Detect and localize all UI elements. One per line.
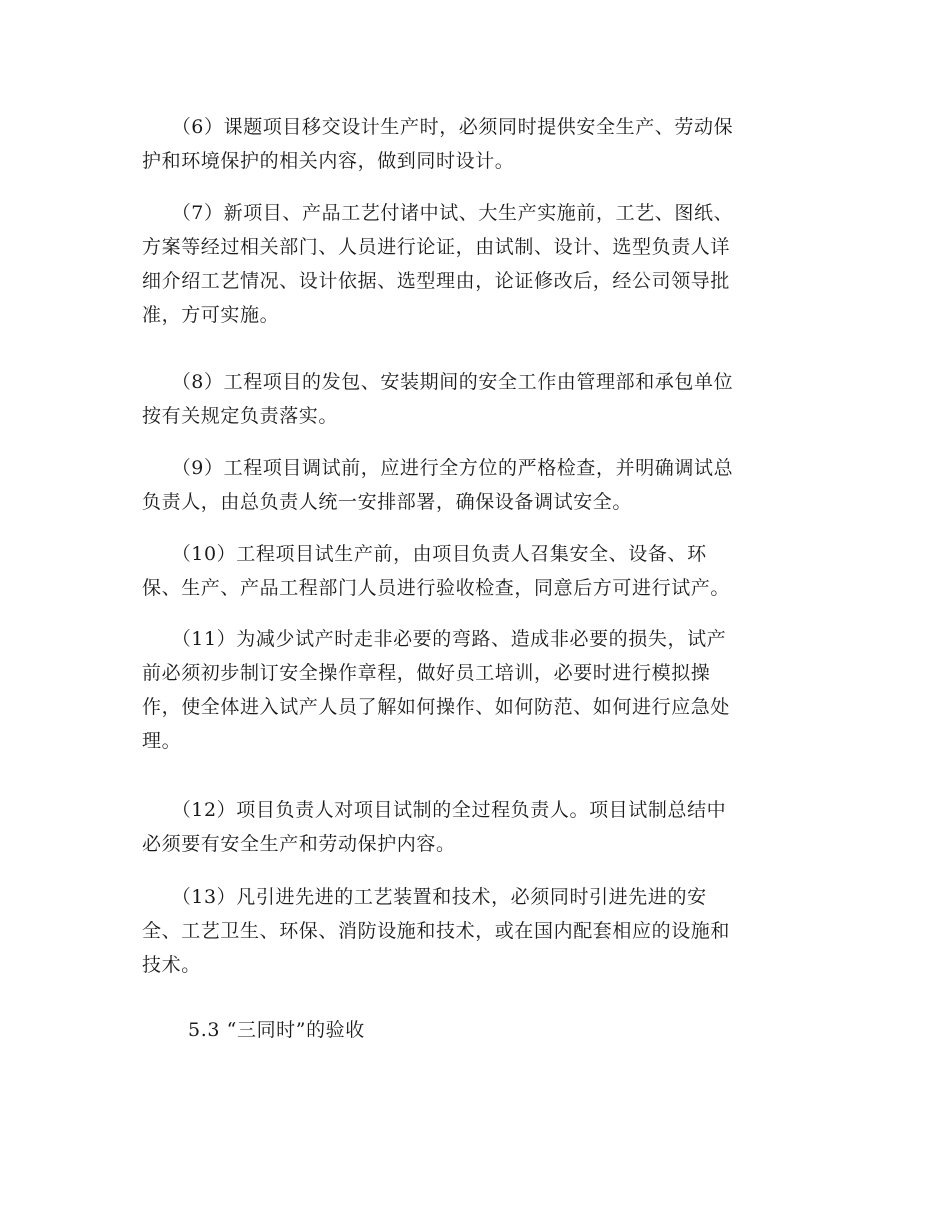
text-line: （9）工程项目调试前，应进行全方位的严格检查，并明确调试总 xyxy=(142,457,734,479)
text-line: 必须要有安全生产和劳动保护内容。 xyxy=(142,833,456,855)
paragraph-item-7 xyxy=(142,196,812,332)
text-line: 细介绍工艺情况、设计依据、选型理由，论证修改后，经公司领导批 xyxy=(142,270,731,292)
text-line: （6）课题项目移交设计生产时，必须同时提供安全生产、劳动保 xyxy=(142,116,734,138)
text-line: （10）工程项目试生产前，由项目负责人召集安全、设备、环 xyxy=(142,543,707,565)
paragraph-item-11 xyxy=(142,622,812,758)
paragraph-item-8 xyxy=(142,365,812,433)
text-line: 负责人，由总负责人统一安排部署，确保设备调试安全。 xyxy=(142,491,633,513)
text-line: 前必须初步制订安全操作章程，做好员工培训，必要时进行模拟操 xyxy=(142,662,711,684)
text-line: （8）工程项目的发包、安装期间的安全工作由管理部和承包单位 xyxy=(142,371,734,393)
text-line: （11）为减少试产时走非必要的弯路、造成非必要的损失，试产 xyxy=(142,628,727,650)
text-line: 按有关规定负责落实。 xyxy=(142,405,339,427)
text-line: 全、工艺卫生、环保、消防设施和技术，或在国内配套相应的设施和 xyxy=(142,920,731,942)
text-line: 理。 xyxy=(142,730,182,752)
section-heading: 5.3 “三同时”的验收 xyxy=(188,1019,365,1041)
text-line: 护和环境保护的相关内容，做到同时设计。 xyxy=(142,150,515,172)
text-line: （13）凡引进先进的工艺装置和技术，必须同时引进先进的安 xyxy=(142,886,707,908)
text-line: 准，方可实施。 xyxy=(142,304,280,326)
text-line: 技术。 xyxy=(142,954,201,976)
paragraph-item-13 xyxy=(142,880,812,982)
paragraph-item-6 xyxy=(142,110,812,178)
paragraph-item-9 xyxy=(142,451,812,519)
text-line: 作，使全体进入试产人员了解如何操作、如何防范、如何进行应急处 xyxy=(142,696,731,718)
paragraph-item-12 xyxy=(142,793,812,861)
text-line: （12）项目负责人对项目试制的全过程负责人。项目试制总结中 xyxy=(142,799,727,821)
paragraph-item-10 xyxy=(142,537,812,605)
text-line: 方案等经过相关部门、人员进行论证，由试制、设计、选型负责人详 xyxy=(142,236,731,258)
text-line: （7）新项目、产品工艺付诸中试、大生产实施前，工艺、图纸、 xyxy=(142,202,734,224)
text-line: 保、生产、产品工程部门人员进行验收检查，同意后方可进行试产。 xyxy=(142,577,731,599)
